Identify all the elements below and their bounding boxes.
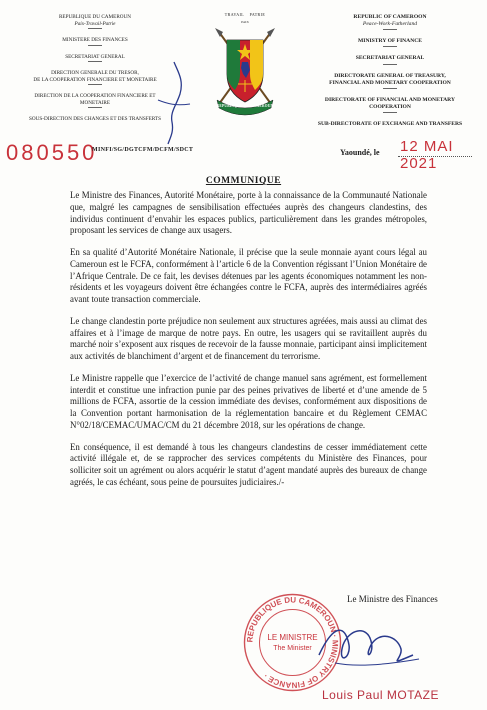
header-country-en: REPUBLIC OF CAMEROON bbox=[353, 14, 427, 20]
body-paragraph: Le change clandestin porte préjudice non seulement aux structures agréées, mais aussi au climat des affaires et à l’image de marque de notre pays. En outre, les usagers qui se ravitaillent auprès du marché noir s’exposent aux risques de recevoir de la fausse monnaie, participant ainsi implicitement aux activités de blanchiment d’argent et de financement du terrorisme. bbox=[70, 315, 427, 361]
body-paragraph: En conséquence, il est demandé à tous les changeurs clandestins de cesser immédiatement cette activité illégale et, de se rapprocher des services compétents du Ministère des Finances, pour solliciter soit un agrément ou alors acquérir le statut d’agent mandaté auprès des bureaux de change agréés, le cas échéant, sous peine de poursuites judiciaires./- bbox=[70, 441, 427, 487]
header-separator bbox=[88, 45, 102, 46]
coat-label-travail: TRAVAIL bbox=[224, 12, 244, 17]
header-direction-line2: MONETAIRE bbox=[79, 99, 111, 106]
header-separator bbox=[383, 112, 397, 113]
header-direction-en-line2: COOPERATION bbox=[369, 104, 411, 111]
header-directorate-line1: DIRECTION GENERALE DU TRESOR, bbox=[51, 70, 139, 76]
header-separator bbox=[383, 64, 397, 65]
reference-number-stamp: 080550 bbox=[6, 140, 98, 165]
header-motto-en: Peace-Work-Fatherland bbox=[362, 21, 418, 28]
header-ministry-en: MINISTRY OF FINANCE bbox=[357, 38, 423, 45]
header-ministry: MINISTERE DES FINANCES bbox=[62, 37, 128, 43]
reference-code: MINFI/SG/DGTCFM/DCFM/SDCT bbox=[92, 147, 194, 153]
header-directorate-en-line2: FINANCIAL AND MONETARY COOPERATION bbox=[329, 79, 451, 86]
coat-label-paix: PAIX bbox=[241, 20, 249, 24]
header-motto: Paix-Travail-Patrie bbox=[74, 20, 116, 27]
header-separator bbox=[88, 107, 102, 108]
date-underline bbox=[398, 156, 472, 157]
body-paragraph: Le Ministre des Finances, Autorité Monétaire, porte à la connaissance de la Communauté Nationale que, malgré les campagnes de sensibilisation effectuées auprès des changeurs clandestins, des individus continuent d’envahir les espaces publics, particulièrement dans les grandes métropoles, proposant les services de change aux usagers. bbox=[70, 190, 427, 236]
body-paragraph: En sa qualité d’Autorité Monétaire Nationale, il précise que la seule monnaie ayant cours légal au Cameroun est le FCFA, conformément à l’article 6 de la Convention régissant l’Union Monétaire de l’Afrique Centrale. De ce fait, les devises détenues par les agents économiques notamment les non-résidents et les voyageurs doivent être échangées contre le FCFA, auprès des intermédiaires agréés avant toute transaction commerciale. bbox=[70, 247, 427, 304]
header-separator bbox=[383, 46, 397, 47]
seal-center-line1: LE MINISTRE bbox=[267, 633, 318, 642]
header-directorate-line2: DE LA COOPERATION FINANCIERE ET MONETAIRE bbox=[33, 76, 157, 83]
header-separator bbox=[88, 84, 102, 85]
seal-ring-text: REPUBLIQUE DU CAMEROUN · MINISTRY OF FINANCE · bbox=[245, 595, 340, 690]
signatory-title: Le Ministre des Finances bbox=[347, 594, 438, 604]
date-stamp: 12 MAI 2021 bbox=[400, 138, 454, 172]
header-direction-en-line1: DIRECTORATE OF FINANCIAL AND MONETARY bbox=[324, 96, 456, 103]
header-separator bbox=[383, 88, 397, 89]
header-separator bbox=[88, 28, 102, 29]
header-sub-direction: SOUS-DIRECTION DES CHANGES ET DES TRANSFERTS bbox=[29, 116, 161, 122]
signer-name-stamp: Louis Paul MOTAZE bbox=[322, 688, 439, 702]
header-country: REPUBLIQUE DU CAMEROUN bbox=[58, 14, 132, 20]
header-sub-direction-en: SUB-DIRECTORATE OF EXCHANGE AND TRANSFERS bbox=[317, 121, 463, 128]
coat-ribbon-text: REPUBLIQUE DU CAMEROUN bbox=[216, 104, 274, 108]
seal-center-line2: The Minister bbox=[273, 645, 312, 652]
header-left-french bbox=[0, 14, 190, 123]
coat-label-patrie: PATRIE bbox=[249, 12, 266, 17]
body-paragraph: Le Ministre rappelle que l’exercice de l’activité de change manuel sans agrément, est formellement interdit et constitue une infraction punie par des peines privatives de liberté et d’une amende de 5 millions de FCFA, assortie de la cession immédiate des devises, conformément aux dispositions de la Convention portant harmonisation de la réglementation bancaire et du Règlement CEMAC N°02/18/CEMAC/UMAC/CM du 21 décembre 2018, sur les opérations de change. bbox=[70, 372, 427, 430]
header-separator bbox=[88, 61, 102, 62]
header-directorate-en-line1: DIRECTORATE GENERAL OF TREASURY, bbox=[334, 72, 446, 79]
header-direction-line1: DIRECTION DE LA COOPERATION FINANCIERE ET bbox=[34, 93, 156, 99]
header-secretariat: SECRETARIAT GENERAL bbox=[65, 53, 125, 60]
place-label: Yaoundé, le bbox=[340, 148, 380, 157]
header-right-english bbox=[300, 14, 480, 128]
coat-of-arms bbox=[205, 12, 285, 122]
header-separator bbox=[383, 29, 397, 30]
document-body bbox=[70, 190, 427, 499]
document-title: COMMUNIQUE bbox=[205, 176, 282, 186]
header-secretariat-en: SECRETARIAT GENERAL bbox=[355, 55, 425, 62]
handwritten-signature bbox=[315, 615, 425, 675]
